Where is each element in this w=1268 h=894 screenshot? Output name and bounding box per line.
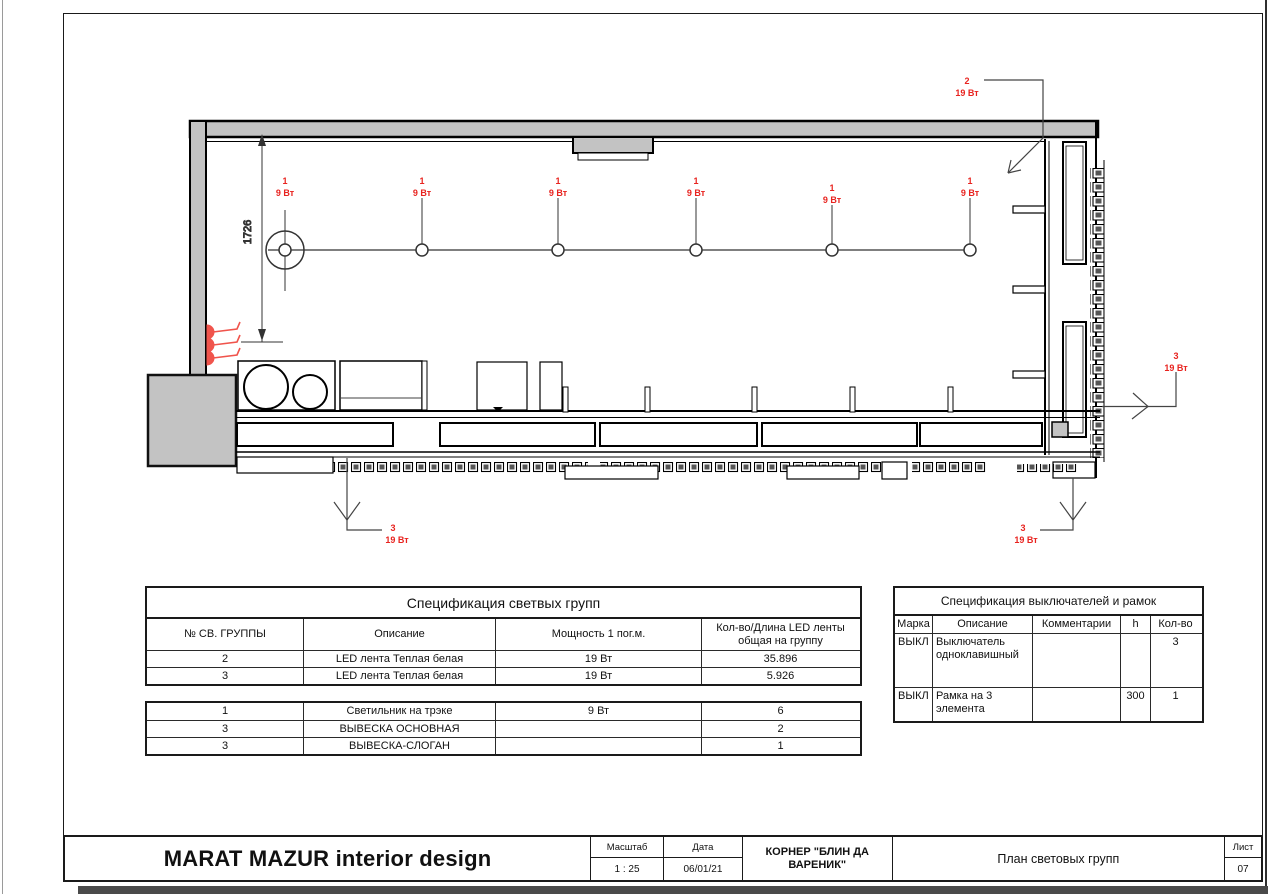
col-header-desc: Описание — [933, 616, 1033, 633]
sheet-number: 07 — [1237, 863, 1249, 875]
dimension-line — [241, 134, 283, 342]
right-detail-strip — [1090, 168, 1104, 458]
svg-text:2: 2 — [964, 76, 970, 86]
track-fixture-5 — [826, 244, 838, 256]
bar-table-4 — [762, 423, 917, 446]
track-lighting — [266, 198, 976, 291]
col-header-qty: Кол-во — [1158, 618, 1193, 630]
col-header-desc: Описание — [304, 619, 496, 650]
scale-label: Масштаб — [591, 837, 663, 858]
table-row: 3 ВЫВЕСКА-СЛОГАН 1 — [147, 737, 860, 754]
date-value: 06/01/21 — [683, 863, 723, 875]
scale-cell — [591, 837, 664, 880]
track-fixture-1 — [279, 244, 291, 256]
wall-stub-3 — [1013, 371, 1045, 378]
equipment-divider — [422, 361, 427, 410]
company-name: MARAT MAZUR interior design — [65, 837, 591, 880]
bar-table-1 — [237, 423, 393, 446]
top-wall — [190, 121, 1098, 137]
bar-front-strip-3 — [912, 462, 987, 473]
left-wall — [190, 121, 206, 377]
top-wall-pilaster — [573, 137, 653, 153]
bar-table-5 — [920, 423, 1042, 446]
bar-front-strip-1 — [318, 462, 588, 473]
track-fixture-3 — [552, 244, 564, 256]
spec-lights-table — [145, 586, 862, 686]
bottom-tab-2 — [787, 466, 859, 479]
svg-text:3: 3 — [1020, 523, 1026, 533]
svg-text:9 Вт: 9 Вт — [548, 188, 568, 198]
equipment-box-2 — [340, 361, 422, 410]
col-header-h: h — [1121, 616, 1151, 633]
table-row: ВЫКЛ Выключатель одноклавишный 3 — [895, 633, 1202, 687]
bottom-tab-3 — [882, 462, 907, 479]
svg-text:1: 1 — [693, 176, 699, 186]
title-block — [63, 835, 1263, 882]
svg-text:3: 3 — [390, 523, 396, 533]
bar-counters — [236, 361, 1100, 479]
bar-table-3 — [600, 423, 757, 446]
sheet-label: Лист — [1225, 837, 1261, 858]
track-fixture-4 — [690, 244, 702, 256]
bar-front-strip-4 — [1017, 464, 1077, 473]
pilaster-inner — [578, 153, 648, 160]
spec-lights-table-2 — [145, 701, 862, 756]
round-equipment-2 — [293, 375, 327, 409]
equipment-box-3 — [477, 362, 527, 410]
track-fixture-2 — [416, 244, 428, 256]
track-light-label-3 — [549, 176, 568, 198]
counter-post-2 — [645, 387, 650, 412]
spec-lights-header — [147, 619, 860, 650]
wall-stub-2 — [1013, 286, 1045, 293]
left-wall-block — [148, 375, 236, 466]
wall-stub-1 — [1013, 206, 1045, 213]
table-row: 2 LED лента Теплая белая 19 Вт 35.896 — [147, 650, 860, 667]
counter-post-1 — [563, 387, 568, 412]
counter-post-3 — [752, 387, 757, 412]
svg-text:9 Вт: 9 Вт — [960, 188, 980, 198]
svg-text:1: 1 — [419, 176, 425, 186]
led-group-3-label-bottom-right — [1014, 523, 1038, 545]
walls — [148, 121, 1098, 466]
svg-text:3: 3 — [1173, 351, 1179, 361]
col-header-group: № СВ. ГРУППЫ — [147, 619, 304, 650]
track-light-label-2 — [413, 176, 432, 198]
scale-value: 1 : 25 — [614, 863, 640, 875]
svg-text:9 Вт: 9 Вт — [275, 188, 295, 198]
switch-symbol-1 — [207, 322, 240, 339]
col-header-qty: Кол-во/Длина LED ленты общая на группу — [716, 621, 845, 647]
col-header-power: Мощность 1 пог.м. — [496, 619, 702, 650]
led-group-2-label — [955, 76, 979, 98]
col-header-comments: Комментарии — [1033, 616, 1121, 633]
dimension-text: 1726 — [242, 219, 254, 245]
led-group-3-label-right — [1164, 351, 1188, 373]
svg-text:1: 1 — [967, 176, 973, 186]
table-row: 3 ВЫВЕСКА ОСНОВНАЯ 2 — [147, 720, 860, 737]
svg-text:1: 1 — [555, 176, 561, 186]
table-row: 1 Светильник на трэке 9 Вт 6 — [147, 703, 860, 720]
spec-switches-table — [893, 586, 1204, 723]
spec-switches-title: Спецификация выключателей и рамок — [895, 588, 1202, 616]
date-cell — [664, 837, 743, 880]
bar-table-2 — [440, 423, 595, 446]
svg-text:19 Вт: 19 Вт — [1014, 535, 1038, 545]
spec-lights-title: Спецификация светвых групп — [147, 588, 860, 619]
round-equipment-1 — [244, 365, 288, 409]
svg-text:9 Вт: 9 Вт — [822, 195, 842, 205]
track-light-label-1 — [276, 176, 295, 198]
track-light-label-4 — [687, 176, 706, 198]
svg-text:1: 1 — [829, 183, 835, 193]
wall-panel-upper — [1063, 142, 1086, 264]
col-header-mark: Марка — [895, 616, 933, 633]
wall-panel-lower — [1063, 322, 1086, 437]
leader-group3-bottom-right — [1040, 478, 1073, 530]
bottom-tab-1 — [565, 466, 658, 479]
left-step — [237, 457, 333, 473]
wall-switches — [207, 322, 240, 365]
equipment-box-4 — [540, 362, 562, 410]
svg-text:1: 1 — [282, 176, 288, 186]
led-group-3-label-bottom-left — [385, 523, 409, 545]
spec-switches-header — [895, 616, 1202, 633]
counter-post-4 — [850, 387, 855, 412]
project-name: КОРНЕР "БЛИН ДА ВАРЕНИК" — [743, 837, 893, 880]
leader-group3-right — [1102, 372, 1176, 407]
svg-text:19 Вт: 19 Вт — [955, 88, 979, 98]
track-light-label-5 — [823, 183, 842, 205]
date-label: Дата — [664, 837, 742, 858]
column-block — [1052, 422, 1068, 437]
light-group-labels — [276, 76, 1188, 545]
drawing-title: План световых групп — [893, 837, 1225, 880]
track-light-label-6 — [961, 176, 980, 198]
svg-text:19 Вт: 19 Вт — [1164, 363, 1188, 373]
sheet-cell — [1225, 837, 1261, 880]
table-row: 3 LED лента Теплая белая 19 Вт 5.926 — [147, 667, 860, 684]
svg-text:9 Вт: 9 Вт — [412, 188, 432, 198]
counter-post-5 — [948, 387, 953, 412]
table-row: ВЫКЛ Рамка на 3 элемента 300 1 — [895, 687, 1202, 721]
svg-text:19 Вт: 19 Вт — [385, 535, 409, 545]
svg-text:9 Вт: 9 Вт — [686, 188, 706, 198]
track-fixture-6 — [964, 244, 976, 256]
